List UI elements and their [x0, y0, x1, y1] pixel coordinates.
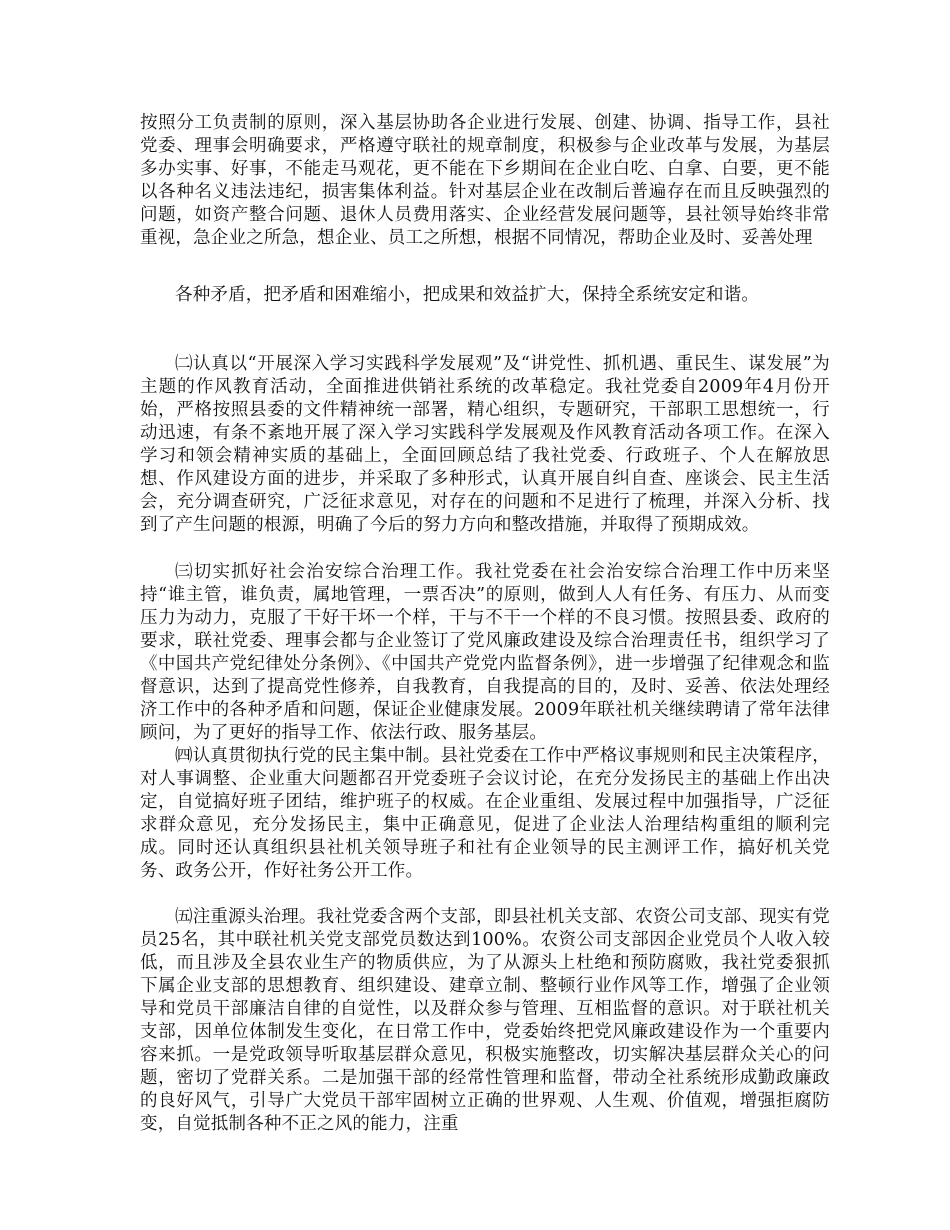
paragraph-section-4: ㈣认真贯彻执行党的民主集中制。县社党委在工作中严格议事规则和民主决策程序，对人事调整、企业重大问题都召开党委班子会议讨论，在充分发扬民主的基础上作出决定，自觉搞好班子团结，维护班子的权威。在企业重组、发展过程中加强指导，广泛征求群众意见，充分发扬民主，集中正确意见，促进了企业法人治理结构重组的顺利完成。同时还认真组织县社机关领导班子和社有企业领导的民主测评工作，搞好机关党务、政务公开，作好社务公开工作。 — [140, 746, 830, 881]
paragraph-section-3: ㈢切实抓好社会治安综合治理工作。我社党委在社会治安综合治理工作中历来坚持“谁主管，谁负责，属地管理，一票否决”的原则，做到人人有任务、有压力、从而变压力为动力，克服了干好干坏一个样，干与不干一个样的不良习惯。按照县委、政府的要求，联社党委、理事会都与企业签订了党风廉政建设及综合治理责任书，组织学习了《中国共产党纪律处分条例》、《中国共产党党内监督条例》，进一步增强了纪律观念和监督意识，达到了提高党性修养，自我教育，自我提高的目的，及时、妥善、依法处理经济工作中的各种矛盾和问题，保证企业健康发展。2009年联社机关继续聘请了常年法律顾问，为了更好的指导工作、依法行政、服务基层。 — [140, 562, 830, 743]
paragraph-section-2: ㈡认真以“开展深入学习实践科学发展观”及“讲党性、抓机遇、重民生、谋发展”为主题的作风教育活动，全面推进供销社系统的改革稳定。我社党委自2009年4月份开始，严格按照县委的文件精神统一部署，精心组织，专题研究，干部职工思想统一，行动迅速，有条不紊地开展了深入学习实践科学发展观及作风教育活动各项工作。在深入学习和领会精神实质的基础上，全面回顾总结了我社党委、行政班子、个人在解放思想、作风建设方面的进步，并采取了多种形式，认真开展自纠自查、座谈会、民主生活会，充分调查研究，广泛征求意见，对存在的问题和不足进行了梳理，并深入分析、找到了产生问题的根源，明确了今后的努力方向和整改措施，并取得了预期成效。 — [140, 354, 830, 535]
paragraph-intro-continuation: 按照分工负责制的原则，深入基层协助各企业进行发展、创建、协调、指导工作，县社党委、理事会明确要求，严格遵守联社的规章制度，积极参与企业改革与发展，为基层多办实事、好事，不能走马观花，更不能在下乡期间在企业白吃、白拿、白要，更不能以各种名义违法违纪，损害集体利益。针对基层企业在改制后普遍存在而且反映强烈的问题，如资产整合问题、退休人员费用落实、企业经营发展问题等，县社领导始终非常重视，急企业之所急，想企业、员工之所想，根据不同情况，帮助企业及时、妥善处理 — [140, 113, 830, 248]
paragraph-conflict-resolution: 各种矛盾，把矛盾和困难缩小，把成果和效益扩大，保持全系统安定和谐。 — [175, 285, 760, 305]
paragraph-section-5: ㈤注重源头治理。我社党委含两个支部，即县社机关支部、农资公司支部、现实有党员25名，其中联社机关党支部党员数达到100%。农资公司支部因企业党员个人收入较低，而且涉及全县农业生产的物质供应，为了从源头上杜绝和预防腐败，我社党委狠抓下属企业支部的思想教育、组织建设、建章立制、整顿行业作风等工作，增强了企业领导和党员干部廉洁自律的自觉性，以及群众参与管理、互相监督的意识。对于联社机关支部，因单位体制发生变化，在日常工作中，党委始终把党风廉政建设作为一个重要内容来抓。一是党政领导听取基层群众意见，积极实施整改，切实解决基层群众关心的问题，密切了党群关系。二是加强干部的经常性管理和监督，带动全社系统形成勤政廉政的良好风气，引导广大党员干部牢固树立正确的世界观、人生观、价值观，增强拒腐防变，自觉抵制各种不正之风的能力，注重 — [140, 907, 830, 1134]
